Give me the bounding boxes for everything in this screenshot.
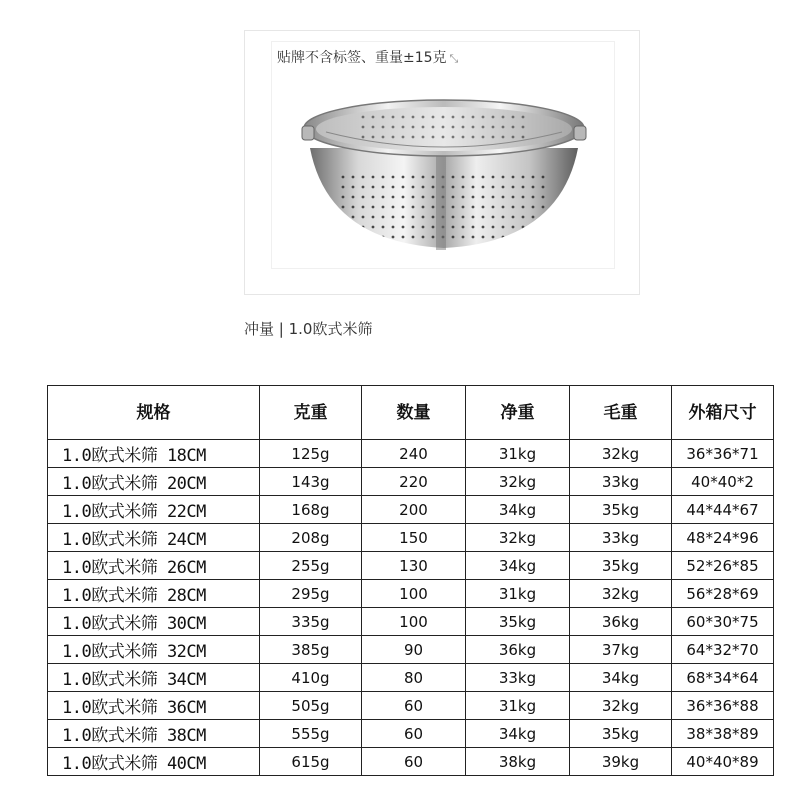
header-quantity: 数量 bbox=[362, 386, 466, 440]
cell-net-weight: 31kg bbox=[466, 440, 570, 468]
cell-weight: 335g bbox=[260, 608, 362, 636]
cell-quantity: 60 bbox=[362, 748, 466, 776]
cell-carton-size: 64*32*70 bbox=[672, 636, 774, 664]
cell-net-weight: 32kg bbox=[466, 468, 570, 496]
cell-weight: 505g bbox=[260, 692, 362, 720]
cell-carton-size: 36*36*71 bbox=[672, 440, 774, 468]
cell-quantity: 130 bbox=[362, 552, 466, 580]
cell-carton-size: 40*40*2 bbox=[672, 468, 774, 496]
cell-spec: 1.0欧式米筛 40CM bbox=[48, 748, 260, 776]
cell-quantity: 60 bbox=[362, 720, 466, 748]
cell-spec: 1.0欧式米筛 38CM bbox=[48, 720, 260, 748]
table-row bbox=[48, 552, 774, 580]
cell-spec: 1.0欧式米筛 20CM bbox=[48, 468, 260, 496]
product-note bbox=[277, 47, 458, 67]
table-header-row bbox=[48, 386, 774, 440]
cell-weight: 143g bbox=[260, 468, 362, 496]
cell-weight: 295g bbox=[260, 580, 362, 608]
cell-carton-size: 44*44*67 bbox=[672, 496, 774, 524]
cell-spec: 1.0欧式米筛 22CM bbox=[48, 496, 260, 524]
cell-quantity: 150 bbox=[362, 524, 466, 552]
cell-net-weight: 38kg bbox=[466, 748, 570, 776]
cell-carton-size: 60*30*75 bbox=[672, 608, 774, 636]
cell-spec: 1.0欧式米筛 34CM bbox=[48, 664, 260, 692]
cell-gross-weight: 32kg bbox=[570, 580, 672, 608]
table-row bbox=[48, 664, 774, 692]
cell-gross-weight: 32kg bbox=[570, 440, 672, 468]
cell-gross-weight: 32kg bbox=[570, 692, 672, 720]
cell-weight: 168g bbox=[260, 496, 362, 524]
product-caption: 冲量 | 1.0欧式米筛 bbox=[244, 320, 373, 338]
cell-gross-weight: 33kg bbox=[570, 524, 672, 552]
product-note-text: 贴牌不含标签、重量±15克 bbox=[277, 50, 447, 66]
table-row bbox=[48, 524, 774, 552]
cell-gross-weight: 36kg bbox=[570, 608, 672, 636]
cell-gross-weight: 35kg bbox=[570, 496, 672, 524]
cell-quantity: 60 bbox=[362, 692, 466, 720]
product-image bbox=[271, 41, 615, 269]
cell-spec: 1.0欧式米筛 28CM bbox=[48, 580, 260, 608]
cell-spec: 1.0欧式米筛 18CM bbox=[48, 440, 260, 468]
table-row bbox=[48, 580, 774, 608]
cell-spec: 1.0欧式米筛 30CM bbox=[48, 608, 260, 636]
cell-net-weight: 34kg bbox=[466, 496, 570, 524]
cell-weight: 385g bbox=[260, 636, 362, 664]
cell-weight: 555g bbox=[260, 720, 362, 748]
cell-net-weight: 34kg bbox=[466, 552, 570, 580]
cell-gross-weight: 33kg bbox=[570, 468, 672, 496]
cell-spec: 1.0欧式米筛 24CM bbox=[48, 524, 260, 552]
cell-weight: 125g bbox=[260, 440, 362, 468]
cell-weight: 615g bbox=[260, 748, 362, 776]
cell-net-weight: 36kg bbox=[466, 636, 570, 664]
header-gross-weight: 毛重 bbox=[570, 386, 672, 440]
cell-quantity: 90 bbox=[362, 636, 466, 664]
cell-net-weight: 35kg bbox=[466, 608, 570, 636]
cell-carton-size: 38*38*89 bbox=[672, 720, 774, 748]
cell-gross-weight: 35kg bbox=[570, 720, 672, 748]
cell-quantity: 240 bbox=[362, 440, 466, 468]
header-spec: 规格 bbox=[48, 386, 260, 440]
cell-quantity: 100 bbox=[362, 580, 466, 608]
table-row bbox=[48, 748, 774, 776]
cell-net-weight: 33kg bbox=[466, 664, 570, 692]
header-weight: 克重 bbox=[260, 386, 362, 440]
cell-net-weight: 34kg bbox=[466, 720, 570, 748]
table-row bbox=[48, 692, 774, 720]
cell-weight: 208g bbox=[260, 524, 362, 552]
cell-carton-size: 40*40*89 bbox=[672, 748, 774, 776]
header-carton-size: 外箱尺寸 bbox=[672, 386, 774, 440]
cell-carton-size: 52*26*85 bbox=[672, 552, 774, 580]
spec-table bbox=[47, 385, 774, 776]
cell-spec: 1.0欧式米筛 36CM bbox=[48, 692, 260, 720]
cell-net-weight: 31kg bbox=[466, 580, 570, 608]
cell-spec: 1.0欧式米筛 26CM bbox=[48, 552, 260, 580]
colander-bowl-icon bbox=[298, 82, 590, 262]
cell-weight: 255g bbox=[260, 552, 362, 580]
table-row bbox=[48, 440, 774, 468]
header-net-weight: 净重 bbox=[466, 386, 570, 440]
table-row bbox=[48, 720, 774, 748]
table-row bbox=[48, 608, 774, 636]
cell-quantity: 220 bbox=[362, 468, 466, 496]
cell-net-weight: 31kg bbox=[466, 692, 570, 720]
cell-net-weight: 32kg bbox=[466, 524, 570, 552]
cell-carton-size: 56*28*69 bbox=[672, 580, 774, 608]
product-image-frame bbox=[244, 30, 640, 295]
cell-quantity: 100 bbox=[362, 608, 466, 636]
cell-gross-weight: 35kg bbox=[570, 552, 672, 580]
cell-spec: 1.0欧式米筛 32CM bbox=[48, 636, 260, 664]
cell-carton-size: 36*36*88 bbox=[672, 692, 774, 720]
table-body bbox=[48, 440, 774, 776]
table-row bbox=[48, 496, 774, 524]
cell-quantity: 80 bbox=[362, 664, 466, 692]
cell-weight: 410g bbox=[260, 664, 362, 692]
cell-quantity: 200 bbox=[362, 496, 466, 524]
cell-carton-size: 68*34*64 bbox=[672, 664, 774, 692]
cell-gross-weight: 34kg bbox=[570, 664, 672, 692]
cell-carton-size: 48*24*96 bbox=[672, 524, 774, 552]
table-row bbox=[48, 636, 774, 664]
cell-gross-weight: 39kg bbox=[570, 748, 672, 776]
cell-gross-weight: 37kg bbox=[570, 636, 672, 664]
table-row bbox=[48, 468, 774, 496]
expand-arrows-icon: ⤡ bbox=[449, 52, 459, 65]
